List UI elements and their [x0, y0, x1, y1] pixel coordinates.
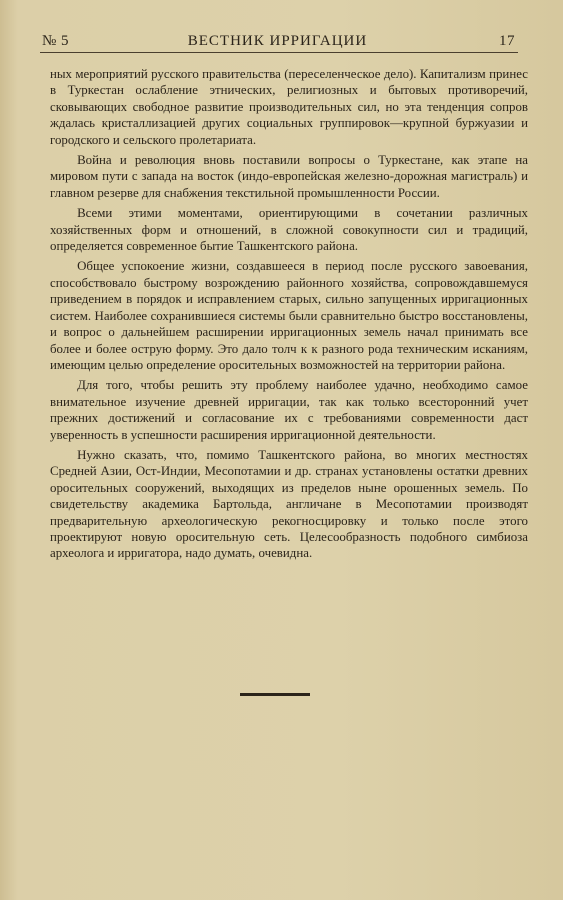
paragraph-continuation: ных мероприятий русского правительства (переселенческое дело). Капитализм принес в Туркестан ослабление этнических, религиозных и бытовых противоречий, сковывающих свободное развитие производительных сил, но эта тенденция сопров ждалась кристаллизацией других социальных группировок—крупной буржуазии и городского и сельского пролетариата.	[50, 67, 528, 147]
header-rule	[40, 52, 518, 53]
issue-number: № 5	[42, 33, 70, 49]
page-number: 17	[499, 33, 515, 49]
section-end-rule	[240, 693, 310, 696]
paragraph-war-revolution: Война и революция вновь поставили вопросы о Туркестане, как этапе на мировом пути с запада на восток (индо-европейская железно-дорожная магистраль) и главном резерве для снабжения текстильной промышленности России.	[50, 153, 528, 200]
journal-title: ВЕСТНИК ИРРИГАЦИИ	[187, 33, 368, 49]
running-header	[40, 33, 515, 53]
paragraph-archaeology: Нужно сказать, что, помимо Ташкентского района, во многих местностях Средней Азии, Ост-Индии, Месопотамии и др. странах установлены остатки древних оросительных сооружений, выходящих из пределов ныне орошенных земель. По свидетельству академика Бартольда, англичане в Месопотамии производят предварительную археологическую рекогносцировку и только после этого проектируют новую оросительную сеть. Целесообразность подобного симбиоза археолога и ирригатора, надо думать, очевидна.	[50, 447, 528, 561]
paragraph-reconstruction: Общее успокоение жизни, создавшееся в период после русского завоевания, способствовало быстрому возрождению районного хозяйства, сопровождавшемуся приведением в порядок и исправлением старых, сильно запущенных ирригационных систем. Наиболее сохранившиеся системы были сравнительно быстро восстановлены, и вопрос о дальнейшем расширении ирригационных земель начал принимать все более и более острую форму. Это дало толч к к разного рода техническим исканиям, имеющим целью определение оросительных возможностей на территории района.	[50, 259, 528, 372]
paragraph-ancient-irrigation: Для того, чтобы решить эту проблему наиболее удачно, необходимо самое внимательное изучение древней ирригации, так как только всесторонний учет прежних достижений и согласование их с требованиями современности даст уверенность в успешности расширения ирригационной деятельности.	[50, 378, 528, 442]
article-body	[50, 66, 528, 566]
paragraph-modern-state: Всеми этими моментами, ориентирующими в сочетании различных хозяйственных форм и отношений, в сложной совокупности сил и традиций, определяется современное бытие Ташкентского района.	[50, 206, 528, 254]
